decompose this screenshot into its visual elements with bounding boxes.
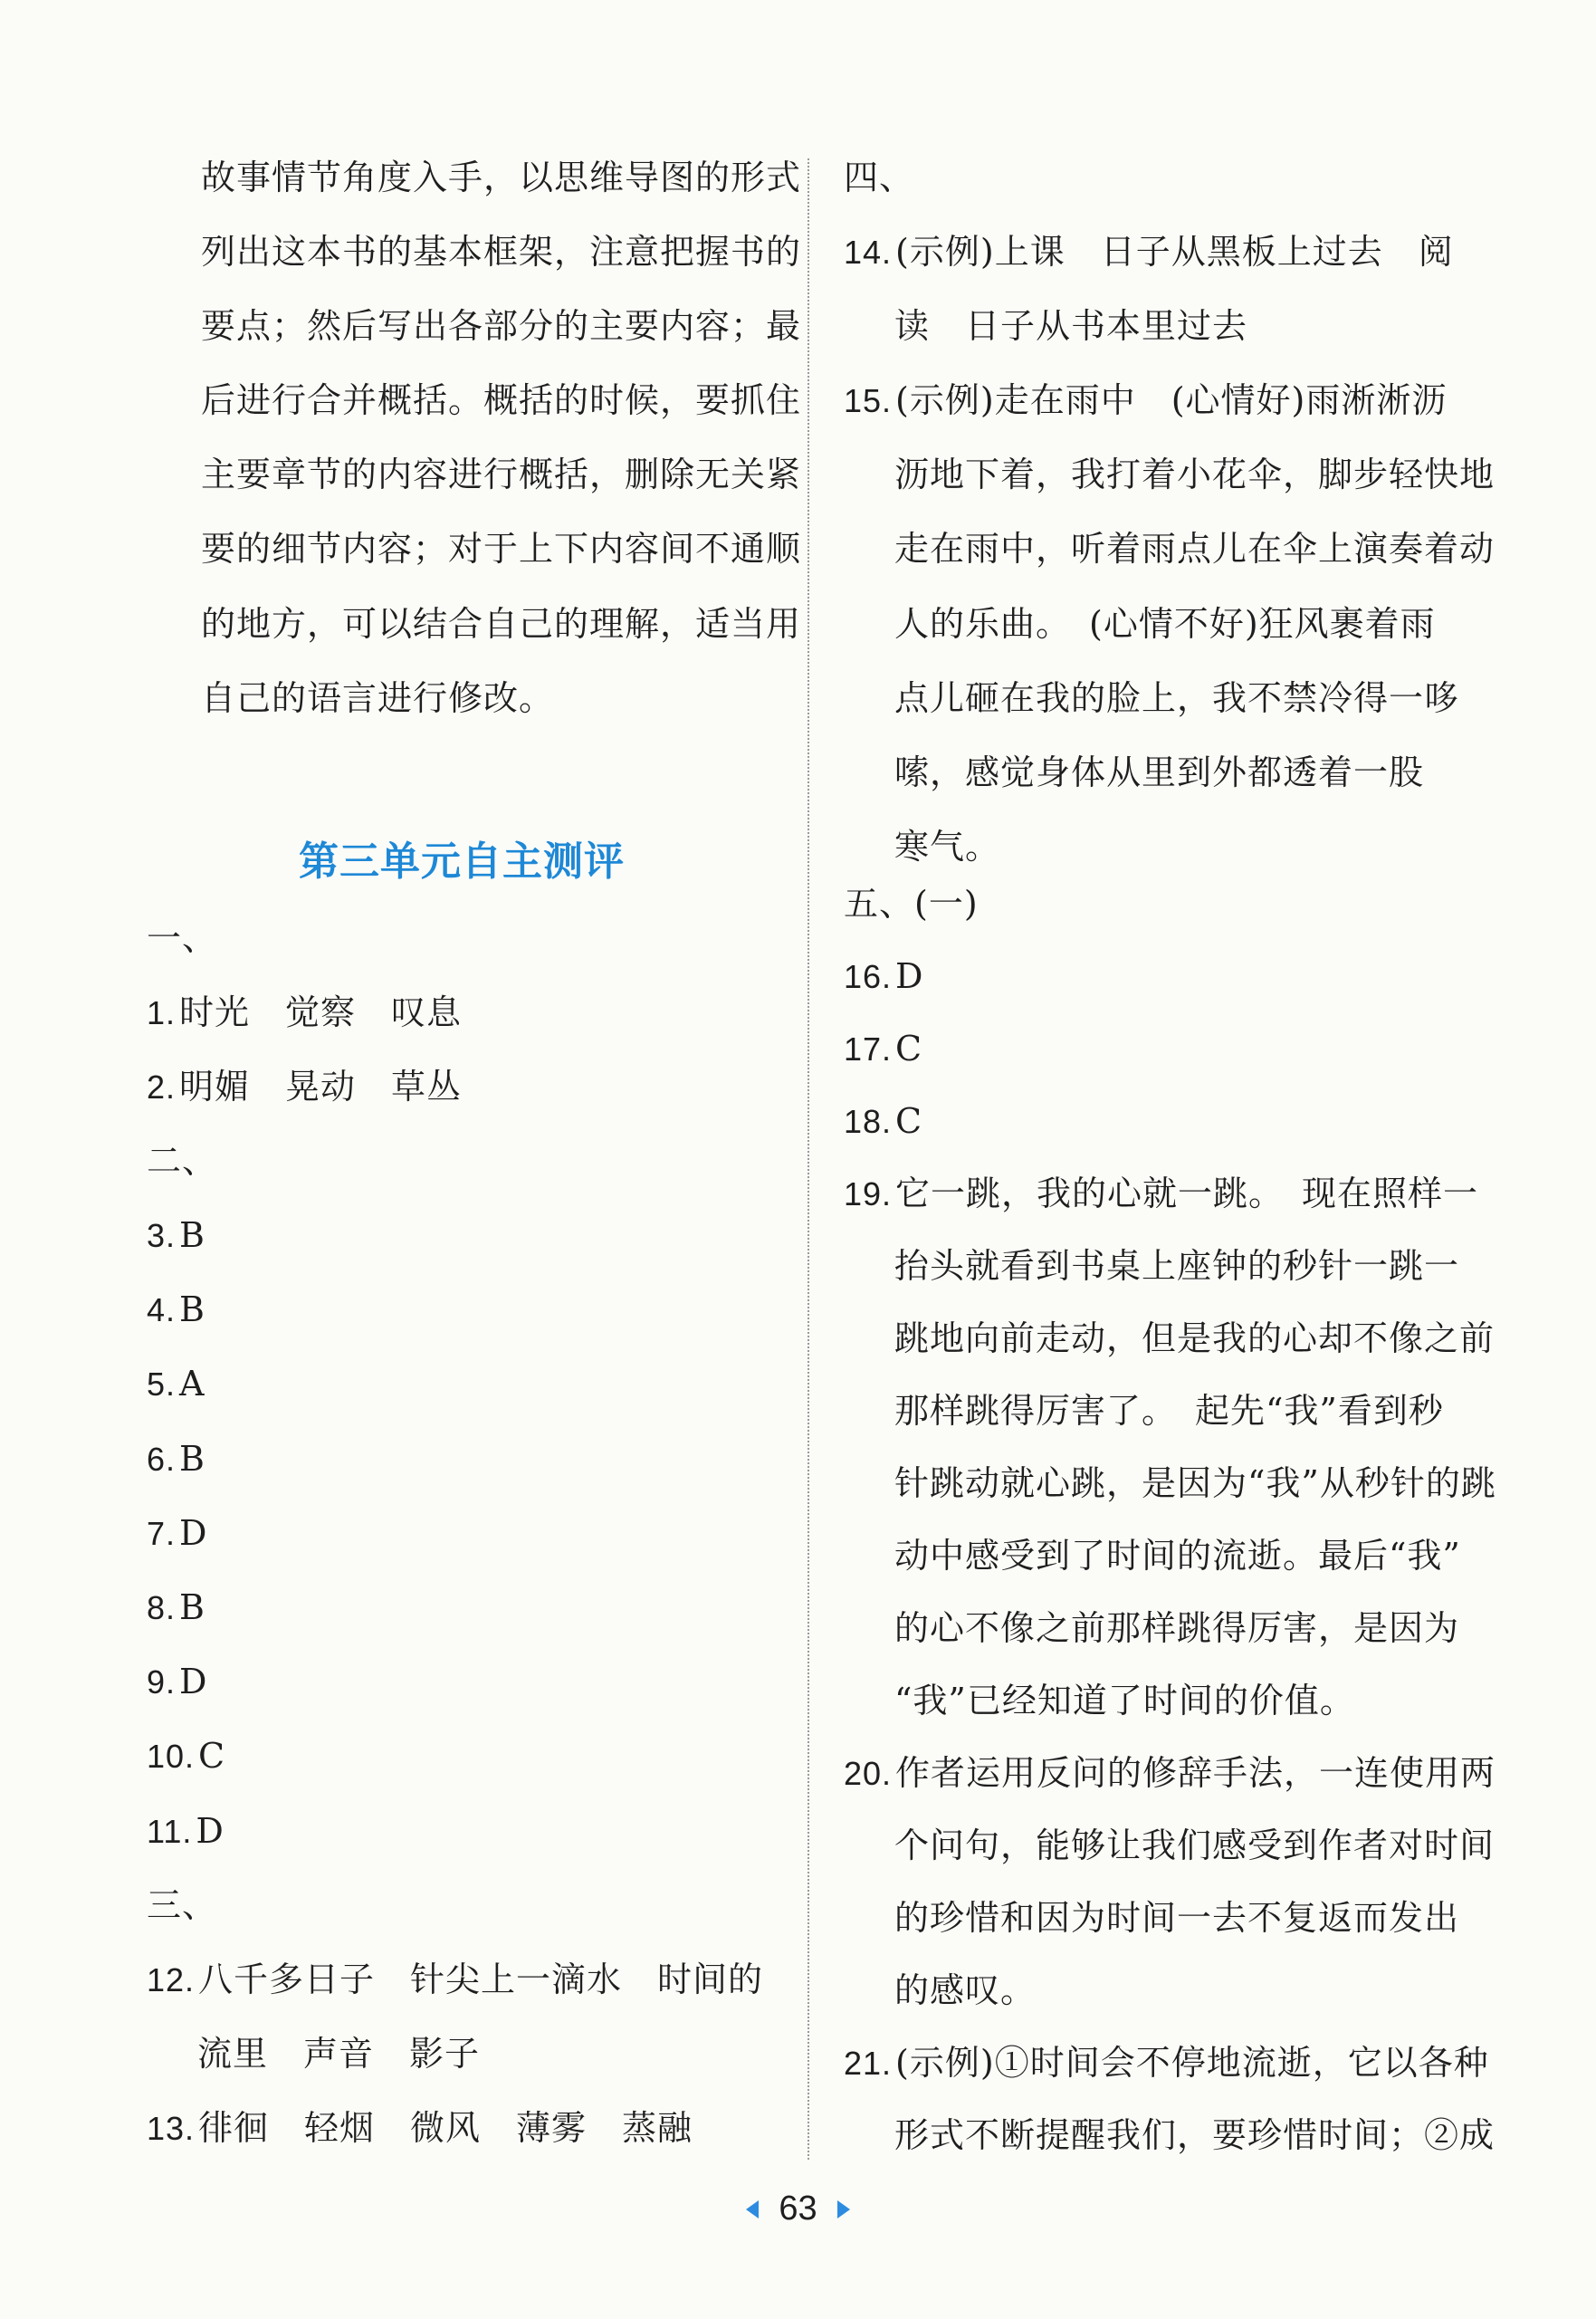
answer-continuation: 抬头就看到书桌上座钟的秒针一跳一 [894,1246,1460,1286]
answer-item: 1. 时光 觉察 叹息 [147,992,463,1032]
answer-heading: 四、 [844,158,915,197]
answer-continuation: 那样跳得厉害了。 起先“我”看到秒 [894,1391,1444,1431]
answer-item: 12. 八千多日子 针尖上一滴水 时间的 [147,1960,764,1999]
answer-item: 13. 徘徊 轻烟 微风 薄雾 蒸融 [147,2108,693,2148]
answer-item: 19. 它一跳，我的心就一跳。 现在照样一 [844,1174,1479,1213]
answer-continuation: 的心不像之前那样跳得厉害，是因为 [894,1608,1460,1648]
answer-item: 21. (示例)①时间会不停地流逝，它以各种 [844,2043,1489,2083]
answer-continuation: 人的乐曲。 (心情不好)狂风裹着雨 [894,604,1436,644]
answer-heading: 二、 [147,1141,218,1181]
column-divider [808,158,809,2160]
answer-continuation: 个问句，能够让我们感受到作者对时间 [894,1825,1496,1865]
answer-item: 20. 作者运用反问的修辞手法，一连使用两 [844,1753,1496,1793]
answer-item: 15. (示例)走在雨中 (心情好)雨淅淅沥 [844,380,1448,420]
answer-continuation: 形式不断提醒我们，要珍惜时间；②成 [894,2115,1496,2155]
answer-item: 2. 明媚 晃动 草丛 [147,1067,463,1107]
answer-continuation: 寒气。 [894,827,1001,867]
answer-continuation: 的感叹。 [894,1970,1037,2010]
answer-item: 16. D [844,956,924,996]
answer-continuation: 嗦，感觉身体从里到外都透着一股 [894,752,1425,792]
left-triangle-icon [746,2200,759,2218]
answer-item: 9. D [147,1662,208,1701]
answer-item: 5. A [147,1364,205,1404]
answer-item: 3. B [147,1215,205,1255]
answer-continuation: 沥地下着，我打着小花伞，脚步轻快地 [894,455,1496,494]
intro-line: 要的细节内容；对于上下内容间不通顺 [201,529,802,569]
answer-item: 4. B [147,1289,205,1329]
answer-item: 8. B [147,1587,205,1627]
answer-item: 7. D [147,1513,208,1553]
answer-item: 17. C [844,1029,923,1068]
answer-continuation: 动中感受到了时间的流逝。最后“我” [894,1536,1461,1576]
page-footer [0,2190,1596,2235]
answer-continuation: “我”已经知道了时间的价值。 [894,1681,1355,1720]
page-number: 63 [779,2190,817,2228]
answer-continuation: 走在雨中，听着雨点儿在伞上演奏着动 [894,529,1496,569]
answer-continuation: 跳地向前走动，但是我的心却不像之前 [894,1318,1496,1358]
intro-line: 的地方，可以结合自己的理解，适当用 [201,604,802,644]
answer-item: 6. B [147,1439,205,1479]
intro-line: 自己的语言进行修改。 [201,678,555,718]
answer-continuation: 点儿砸在我的脸上，我不禁冷得一哆 [894,678,1460,718]
answer-continuation: 针跳动就心跳，是因为“我”从秒针的跳 [894,1463,1496,1503]
answer-heading: 三、 [147,1885,218,1925]
intro-line: 列出这本书的基本框架，注意把握书的 [201,232,802,272]
answer-continuation: 读 日子从书本里过去 [894,306,1248,346]
answer-heading: 一、 [147,918,218,958]
section-title: 第三单元自主测评 [299,838,625,885]
intro-line: 故事情节角度入手，以思维导图的形式 [201,158,802,197]
answer-item: 10. C [147,1736,226,1776]
intro-line: 要点；然后写出各部分的主要内容；最 [201,306,802,346]
answer-heading: 五、(一) [844,884,979,924]
right-triangle-icon [837,2200,850,2218]
answer-continuation: 流里 声音 影子 [197,2034,481,2074]
intro-line: 主要章节的内容进行概括，删除无关紧 [201,455,802,494]
answer-item: 14. (示例)上课 日子从黑板上过去 阅 [844,232,1454,272]
answer-continuation: 的珍惜和因为时间一去不复返而发出 [894,1898,1460,1938]
answer-item: 18. C [844,1101,923,1141]
intro-line: 后进行合并概括。概括的时候，要抓住 [201,380,802,420]
answer-item: 11. D [147,1811,225,1851]
